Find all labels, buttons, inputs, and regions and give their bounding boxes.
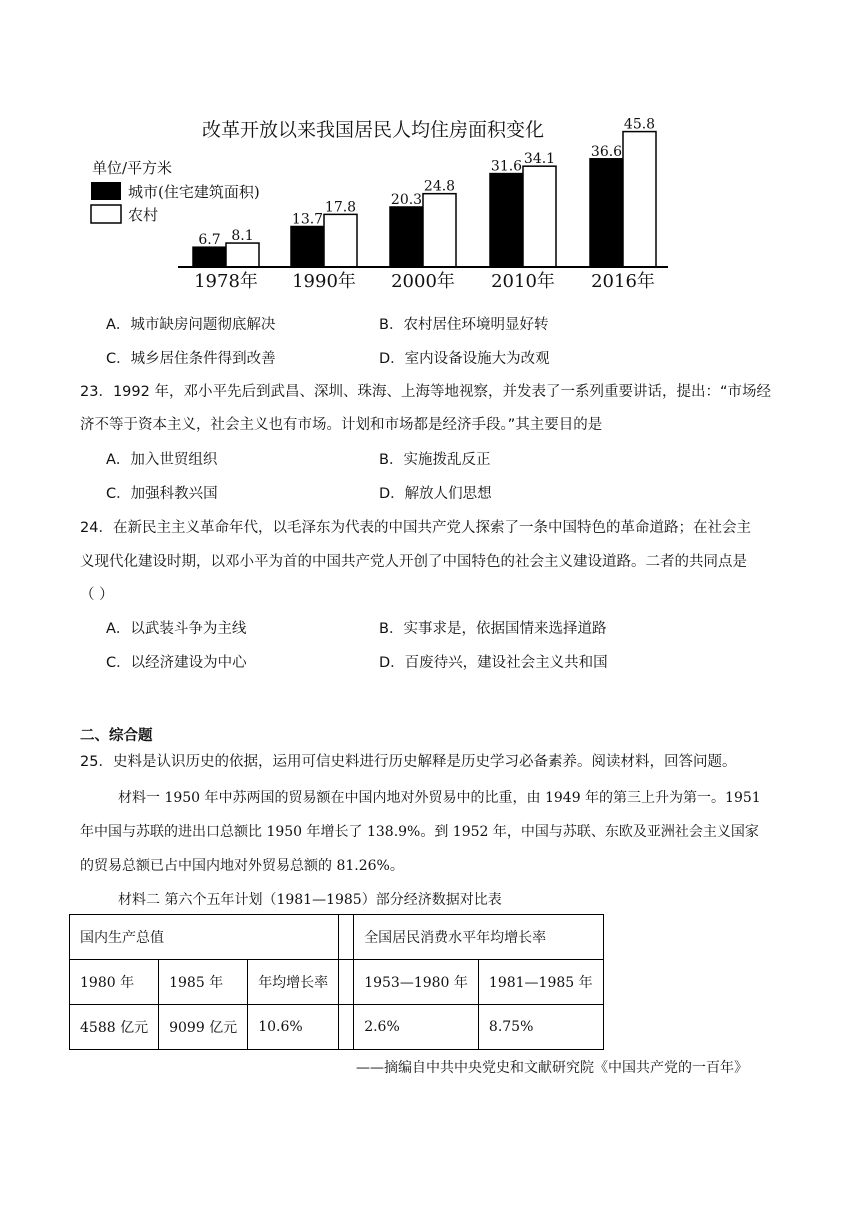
bar-value-label: 45.8 (623, 116, 656, 133)
q23-stem-line1: 23．1992 年，邓小平先后到武昌、深圳、珠海、上海等地视察，并发表了一系列重要讲话，提出：“市场经 (80, 384, 771, 400)
legend-swatch-rural (91, 205, 121, 223)
economic-data-table (69, 914, 604, 1050)
material1-line3: 的贸易总额已占中国内地对外贸易总额的 81.26%。 (80, 858, 404, 874)
table-col-1953-1980: 1953—1980 年 (354, 960, 479, 1005)
x-tick-labels (194, 270, 655, 292)
table-cell: 4588 亿元 (70, 1005, 159, 1050)
q24-option-d: D．百废待兴，建设社会主义共和国 (379, 655, 608, 671)
x-tick-label: 1990年 (292, 271, 356, 292)
table-header-consumption: 全国居民消费水平年均增长率 (354, 915, 603, 960)
q24-stem-line3: （ ） (80, 587, 114, 603)
legend-label-urban: 城市(住宅建筑面积) (128, 183, 260, 201)
q22-option-d: D．室内设备设施大为改观 (379, 351, 550, 367)
q24-stem-line2: 义现代化建设时期，以邓小平为首的中国共产党人开创了中国特色的社会主义建设道路。二者的共同点是 (80, 554, 747, 570)
bar-value-label: 8.1 (231, 228, 254, 245)
q24-option-a: A．以武装斗争为主线 (106, 621, 247, 637)
q22-option-b: B．农村居住环境明显好转 (379, 317, 549, 333)
q23-option-b: B．实施拨乱反正 (379, 452, 491, 468)
bar-urban (590, 159, 623, 267)
bar-value-label: 34.1 (523, 151, 556, 168)
table-col-1980: 1980 年 (70, 960, 159, 1005)
table-col-1981-1985: 1981—1985 年 (478, 960, 603, 1005)
q23-option-a: A．加入世贸组织 (106, 452, 218, 468)
q23-stem-line2: 济不等于资本主义，社会主义也有市场。计划和市场都是经济手段。”其主要目的是 (80, 417, 603, 433)
bar-rural (324, 214, 357, 267)
bar-rural (226, 243, 259, 267)
chart-unit-label: 单位/平方米 (92, 159, 173, 177)
q24-stem-line1: 24．在新民主主义革命年代，以毛泽东为代表的中国共产党人探索了一条中国特色的革命道路；在社会主 (80, 520, 751, 536)
bar-value-label: 36.6 (590, 143, 623, 160)
material1-line2: 年中国与苏联的进出口总额比 1950 年增长了 138.9%。到 1952 年，中国与苏联、东欧及亚洲社会主义国家 (80, 824, 759, 840)
q23-option-d: D．解放人们思想 (379, 486, 492, 502)
q24-option-c: C．以经济建设为中心 (106, 655, 247, 671)
table-col-1985: 1985 年 (159, 960, 248, 1005)
bar-rural (423, 194, 456, 267)
bar-value-label: 20.3 (390, 191, 423, 208)
bar-urban (291, 226, 324, 267)
table-header-gdp: 国内生产总值 (70, 915, 339, 960)
q25-intro: 25．史料是认识历史的依据，运用可信史料进行历史解释是历史学习必备素养。阅读材料，回答问题。 (80, 754, 737, 770)
chart-title: 改革开放以来我国居民人均住房面积变化 (201, 119, 545, 141)
bar-rural (623, 132, 656, 267)
q22-option-a: A．城市缺房问题彻底解决 (106, 317, 276, 333)
bar-value-label: 24.8 (423, 178, 456, 195)
table-col-growth: 年均增长率 (248, 960, 339, 1005)
q22-option-c: C．城乡居住条件得到改善 (106, 351, 276, 367)
table-cell: 2.6% (354, 1005, 479, 1050)
bar-urban (390, 207, 423, 267)
housing-area-chart (0, 0, 860, 300)
bar-urban (490, 174, 523, 267)
table-cell: 10.6% (248, 1005, 339, 1050)
material1-line1: 材料一 1950 年中苏两国的贸易额在中国内地对外贸易中的比重，由 1949 年的第三上升为第一。1951 (118, 790, 761, 806)
bar-value-label: 6.7 (198, 232, 221, 249)
legend-swatch-urban (91, 182, 121, 200)
bar-urban (193, 247, 226, 267)
q24-option-b: B．实事求是，依据国情来选择道路 (379, 621, 607, 637)
x-tick-label: 2010年 (491, 271, 555, 292)
bar-rural (523, 166, 556, 267)
q23-option-c: C．加强科教兴国 (106, 486, 218, 502)
x-tick-label: 2016年 (591, 271, 655, 292)
material2-title: 材料二 第六个五年计划（1981—1985）部分经济数据对比表 (118, 892, 502, 908)
bar-value-label: 13.7 (291, 211, 324, 228)
table-cell: 8.75% (478, 1005, 603, 1050)
section-heading: 二、综合题 (80, 728, 153, 744)
bar-value-label: 17.8 (324, 199, 357, 216)
x-tick-label: 2000年 (391, 271, 455, 292)
legend-label-rural: 农村 (128, 206, 159, 224)
bar-value-label: 31.6 (490, 158, 523, 175)
source-citation: ——摘编自中共中央党史和文献研究院《中国共产党的一百年》 (356, 1060, 748, 1076)
table-cell: 9099 亿元 (159, 1005, 248, 1050)
x-tick-label: 1978年 (194, 271, 258, 292)
